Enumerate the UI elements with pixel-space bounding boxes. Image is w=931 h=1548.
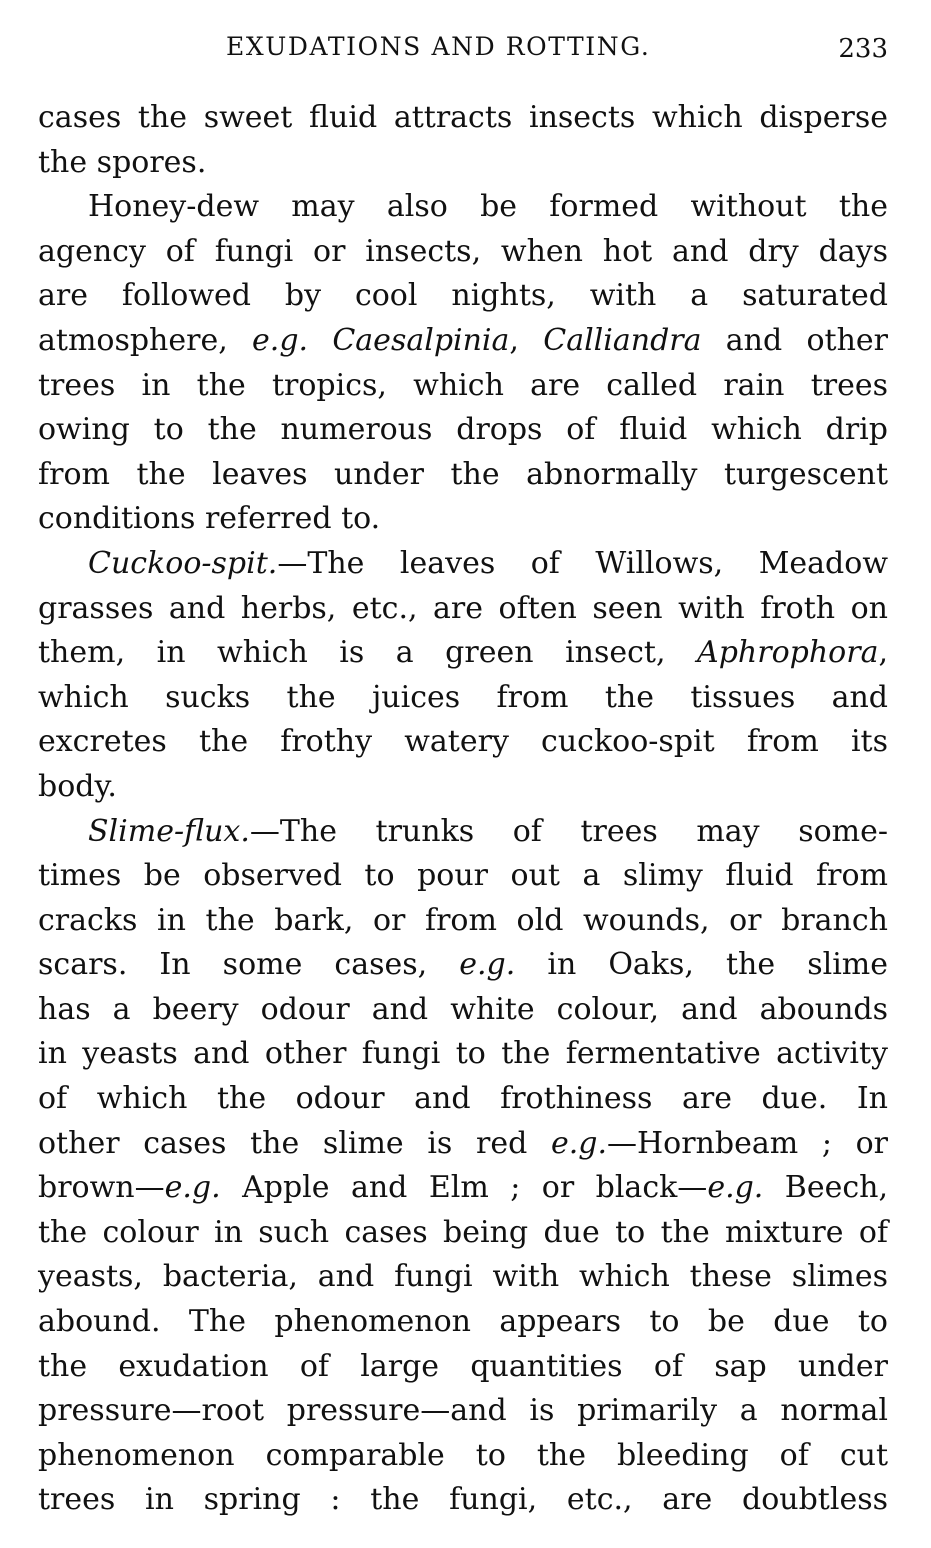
text-run: them, in which is a green insect, [38,635,698,671]
text-line: Honey-dew may also be formed without the [88,189,888,225]
section-heading: Cuckoo-spit. [88,545,278,581]
text-line: trees in spring : the fungi, etc., are doubtless [38,1482,888,1518]
text-line: of which the odour and frothiness are due. In [38,1081,888,1117]
abbreviation-eg: e.g. [252,322,309,358]
abbreviation-eg: e.g. [550,1125,607,1161]
text-line [38,1122,888,1167]
abbreviation-eg: e.g. [459,947,516,983]
text-line: agency of fungi or insects, when hot and dry days [38,233,888,269]
genus-name: Aphrophora [697,635,879,671]
text-line: phenomenon comparable to the bleeding of cut [38,1437,888,1473]
text-line: body. [38,768,117,804]
text-line: times be observed to pour out a slimy fluid from [38,858,888,894]
text-run: Apple and Elm ; or black— [220,1170,708,1206]
text-line: pressure—root pressure—and is primarily a normal [38,1393,888,1429]
text-run: Beech, [763,1170,889,1206]
text-line: excretes the frothy watery cuckoo-spit from its [38,724,888,760]
text-line: which sucks the juices from the tissues and [38,679,888,715]
text-line: the spores. [38,144,207,180]
page-number: 233 [838,34,888,64]
abbreviation-eg: e.g. [707,1170,764,1206]
text-run: —The leaves of Willows, Meadow [277,545,888,581]
text-run: —The trunks of trees may some- [249,813,888,849]
text-line: abound. The phenomenon appears to be due to [38,1304,888,1340]
section-heading: Slime-flux. [88,813,250,849]
text-line: are followed by cool nights, with a saturated [38,278,888,314]
text-run: and other [701,322,888,358]
text-line: cracks in the bark, or from old wounds, or branch [38,902,888,938]
text-line: the exudation of large quantities of sap under [38,1348,888,1384]
text-line: grasses and herbs, etc., are often seen with froth on [38,590,888,626]
text-line: trees in the tropics, which are called rain trees [38,367,888,403]
running-title: EXUDATIONS AND ROTTING. [226,32,651,61]
text-line: cases the sweet fluid attracts insects which disperse [38,100,888,135]
text-line: conditions referred to. [38,501,381,537]
text-line: has a beery odour and white colour, and abounds [38,991,888,1027]
text-line: in yeasts and other fungi to the fermentative activity [38,1036,888,1072]
text-line [38,943,888,988]
text-run: , [509,322,544,358]
text-line [38,319,888,364]
running-head [38,32,888,72]
text-line: the colour in such cases being due to the mixture of [38,1214,888,1250]
text-line [38,542,888,587]
genus-name: Caesalpinia [332,322,510,358]
text-line [38,631,888,676]
body-text [38,96,888,1523]
abbreviation-eg: e.g. [164,1170,221,1206]
text-line: yeasts, bacteria, and fungi with which these slimes [38,1259,888,1295]
text-run: atmosphere, [38,322,253,358]
text-run: in Oaks, the slime [515,947,888,983]
text-line [38,1166,888,1211]
text-run: other cases the slime is red [38,1125,551,1161]
text-line: owing to the numerous drops of fluid which drip [38,412,888,448]
text-run: scars. In some cases, [38,947,460,983]
text-run: —Hornbeam ; or [606,1125,888,1161]
text-line [38,810,888,855]
text-run: brown— [38,1170,165,1206]
genus-name: Calliandra [543,322,702,358]
text-line: from the leaves under the abnormally turgescent [38,456,888,492]
text-run [308,323,332,358]
text-run: , [878,635,888,671]
